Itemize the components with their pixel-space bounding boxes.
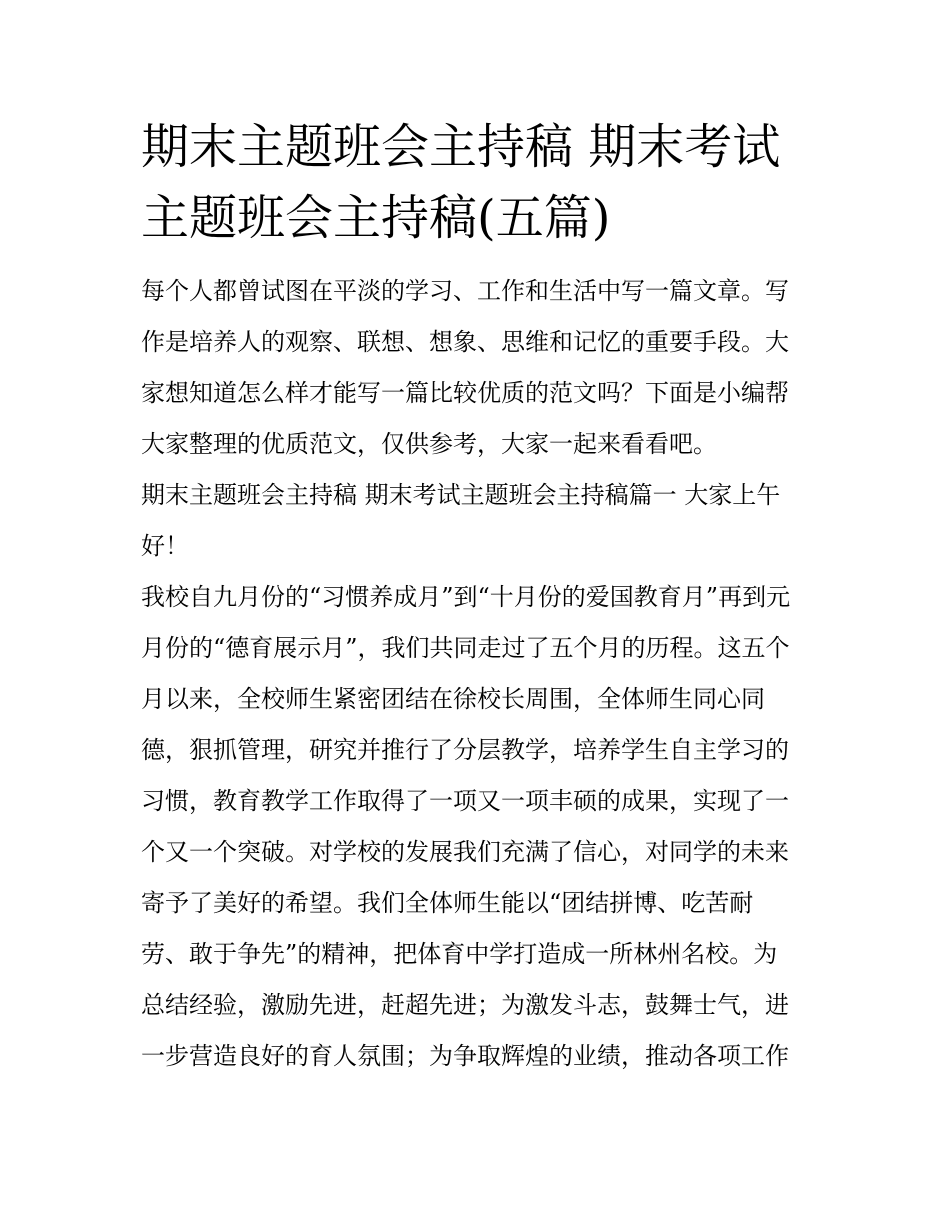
- document-page: [141, 112, 813, 1082]
- text-line: 好！: [141, 532, 189, 560]
- text-line: 劳、敢于争先”的精神，把体育中学打造成一所林州名校。为: [141, 940, 778, 968]
- text-line: 家想知道怎么样才能写一篇比较优质的范文吗？下面是小编帮: [141, 379, 789, 407]
- text-line: 个又一个突破。对学校的发展我们充满了信心，对同学的未来: [141, 838, 789, 866]
- text-line: 一步营造良好的育人氛围；为争取辉煌的业绩，推动各项工作: [141, 1042, 789, 1070]
- document-body: [141, 266, 813, 1082]
- text-line: 寄予了美好的希望。我们全体师生能以“团结拼博、吃苦耐: [141, 889, 754, 917]
- intro-paragraph: [141, 266, 813, 470]
- text-line: 作是培养人的观察、联想、想象、思维和记忆的重要手段。大: [141, 328, 789, 356]
- speech-paragraph: [141, 572, 813, 1082]
- text-line: 我校自九月份的“习惯养成月”到“十月份的爱国教育月”再到元: [141, 583, 791, 611]
- text-line: 大家整理的优质范文，仅供参考，大家一起来看看吧。: [141, 430, 717, 458]
- text-line: 月以来，全校师生紧密团结在徐校长周围，全体师生同心同: [141, 685, 765, 713]
- section-heading-paragraph: [141, 470, 813, 572]
- title-line-1: 期末主题班会主持稿 期末考试: [141, 119, 781, 175]
- title-line-2: 主题班会主持稿(五篇): [141, 190, 611, 246]
- text-line: 德，狠抓管理，研究并推行了分层教学，培养学生自主学习的: [141, 736, 789, 764]
- text-line: 月份的“德育展示月”，我们共同走过了五个月的历程。这五个: [141, 634, 790, 662]
- text-line: 习惯，教育教学工作取得了一项又一项丰硕的成果，实现了一: [141, 787, 789, 815]
- text-line: 期末主题班会主持稿 期末考试主题班会主持稿篇一 大家上午: [141, 481, 781, 509]
- text-line: 总结经验，激励先进，赶超先进；为激发斗志，鼓舞士气，进: [141, 991, 789, 1019]
- text-line: 每个人都曾试图在平淡的学习、工作和生活中写一篇文章。写: [141, 277, 789, 305]
- document-title: [141, 112, 813, 254]
